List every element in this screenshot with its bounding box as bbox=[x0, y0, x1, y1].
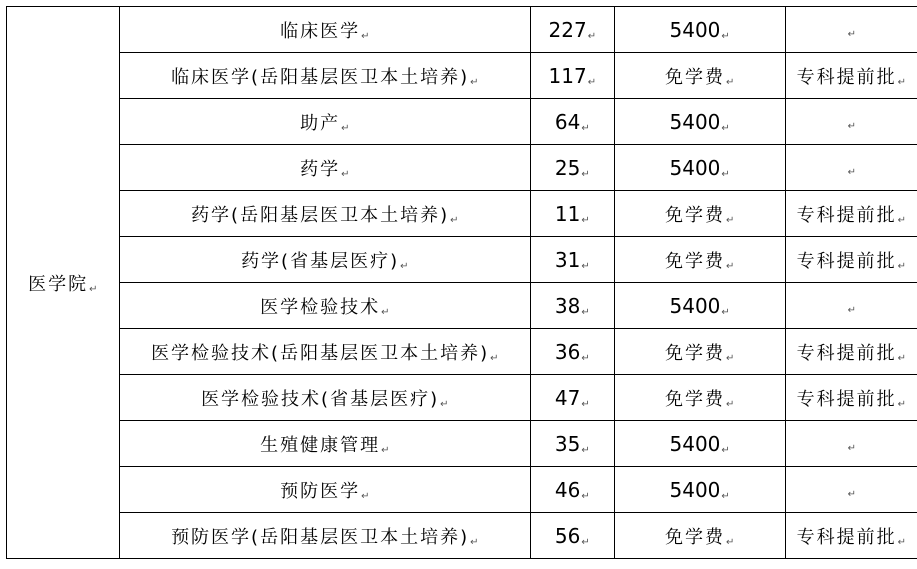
note-cell bbox=[785, 53, 917, 99]
paragraph-mark-icon: ↵ bbox=[587, 76, 597, 88]
fee-text: 免学费 bbox=[664, 204, 725, 226]
count-cell bbox=[530, 7, 614, 53]
paragraph-mark-icon: ↵ bbox=[721, 444, 730, 456]
count-cell bbox=[530, 99, 614, 145]
enrollment-table-body bbox=[7, 7, 917, 559]
note-cell bbox=[785, 191, 917, 237]
major-cell bbox=[119, 329, 530, 375]
table-row bbox=[7, 191, 917, 237]
paragraph-mark-icon: ↵ bbox=[721, 122, 730, 134]
note-text: 专科提前批 bbox=[796, 204, 897, 226]
major-cell bbox=[119, 145, 530, 191]
paragraph-mark-icon: ↵ bbox=[847, 121, 857, 132]
paragraph-mark-icon: ↵ bbox=[897, 260, 907, 272]
table-row bbox=[7, 283, 917, 329]
count-cell bbox=[530, 53, 614, 99]
table-row bbox=[7, 99, 917, 145]
paragraph-mark-icon: ↵ bbox=[897, 76, 907, 88]
paragraph-mark-icon: ↵ bbox=[581, 306, 590, 318]
fee-cell bbox=[614, 145, 785, 191]
fee-text: 5400 bbox=[669, 293, 721, 318]
note-cell bbox=[785, 375, 917, 421]
major-text: 医学检验技术 bbox=[260, 296, 381, 318]
table-row bbox=[7, 513, 917, 559]
note-text: 专科提前批 bbox=[796, 388, 897, 410]
paragraph-mark-icon: ↵ bbox=[450, 214, 459, 226]
note-text: 专科提前批 bbox=[796, 526, 897, 548]
paragraph-mark-icon: ↵ bbox=[721, 30, 730, 42]
note-cell bbox=[785, 421, 917, 467]
major-cell bbox=[119, 53, 530, 99]
fee-text: 5400 bbox=[669, 477, 721, 502]
major-text: 助产 bbox=[300, 112, 341, 134]
note-text: 专科提前批 bbox=[796, 66, 897, 88]
count-cell bbox=[530, 145, 614, 191]
fee-cell bbox=[614, 237, 785, 283]
fee-cell bbox=[614, 329, 785, 375]
paragraph-mark-icon: ↵ bbox=[587, 30, 597, 42]
major-text: 药学 bbox=[300, 158, 341, 180]
major-cell bbox=[119, 375, 530, 421]
major-text: 临床医学 bbox=[280, 20, 361, 42]
paragraph-mark-icon: ↵ bbox=[847, 167, 857, 178]
paragraph-mark-icon: ↵ bbox=[581, 444, 590, 456]
count-cell bbox=[530, 467, 614, 513]
paragraph-mark-icon: ↵ bbox=[581, 352, 590, 364]
paragraph-mark-icon: ↵ bbox=[581, 168, 590, 180]
table-row bbox=[7, 145, 917, 191]
fee-cell bbox=[614, 467, 785, 513]
table-row bbox=[7, 237, 917, 283]
table-row bbox=[7, 53, 917, 99]
count-cell bbox=[530, 283, 614, 329]
paragraph-mark-icon: ↵ bbox=[897, 214, 907, 226]
major-text: 医学检验技术(岳阳基层医卫本土培养) bbox=[151, 342, 490, 364]
note-cell bbox=[785, 145, 917, 191]
paragraph-mark-icon: ↵ bbox=[725, 214, 735, 226]
fee-text: 免学费 bbox=[664, 66, 725, 88]
paragraph-mark-icon: ↵ bbox=[581, 536, 590, 548]
count-text: 46 bbox=[554, 477, 581, 502]
table-row bbox=[7, 7, 917, 53]
major-cell bbox=[119, 513, 530, 559]
fee-text: 免学费 bbox=[664, 342, 725, 364]
paragraph-mark-icon: ↵ bbox=[581, 260, 590, 272]
count-text: 11 bbox=[554, 201, 581, 226]
count-cell bbox=[530, 237, 614, 283]
note-cell bbox=[785, 99, 917, 145]
fee-text: 5400 bbox=[669, 109, 721, 134]
paragraph-mark-icon: ↵ bbox=[381, 306, 390, 318]
count-cell bbox=[530, 421, 614, 467]
count-cell bbox=[530, 375, 614, 421]
fee-text: 免学费 bbox=[664, 526, 725, 548]
fee-cell bbox=[614, 191, 785, 237]
major-cell bbox=[119, 467, 530, 513]
paragraph-mark-icon: ↵ bbox=[725, 352, 735, 364]
count-text: 25 bbox=[554, 155, 581, 180]
paragraph-mark-icon: ↵ bbox=[847, 305, 857, 316]
count-text: 227 bbox=[548, 17, 587, 42]
fee-text: 5400 bbox=[669, 431, 721, 456]
note-cell bbox=[785, 283, 917, 329]
paragraph-mark-icon: ↵ bbox=[89, 283, 98, 295]
paragraph-mark-icon: ↵ bbox=[725, 76, 735, 88]
fee-cell bbox=[614, 513, 785, 559]
paragraph-mark-icon: ↵ bbox=[470, 76, 479, 88]
note-text: 专科提前批 bbox=[796, 342, 897, 364]
paragraph-mark-icon: ↵ bbox=[361, 490, 370, 502]
note-cell bbox=[785, 237, 917, 283]
note-text: 专科提前批 bbox=[796, 250, 897, 272]
fee-text: 5400 bbox=[669, 155, 721, 180]
count-text: 36 bbox=[554, 339, 581, 364]
paragraph-mark-icon: ↵ bbox=[341, 168, 350, 180]
paragraph-mark-icon: ↵ bbox=[381, 444, 390, 456]
fee-cell bbox=[614, 53, 785, 99]
paragraph-mark-icon: ↵ bbox=[897, 352, 907, 364]
table-row bbox=[7, 467, 917, 513]
table-row bbox=[7, 375, 917, 421]
note-cell bbox=[785, 467, 917, 513]
paragraph-mark-icon: ↵ bbox=[490, 352, 499, 364]
major-text: 生殖健康管理 bbox=[260, 434, 381, 456]
paragraph-mark-icon: ↵ bbox=[581, 490, 590, 502]
count-text: 38 bbox=[554, 293, 581, 318]
paragraph-mark-icon: ↵ bbox=[897, 536, 907, 548]
fee-text: 5400 bbox=[669, 17, 721, 42]
fee-cell bbox=[614, 7, 785, 53]
major-text: 医学检验技术(省基层医疗) bbox=[201, 388, 440, 410]
paragraph-mark-icon: ↵ bbox=[361, 30, 370, 42]
paragraph-mark-icon: ↵ bbox=[440, 398, 449, 410]
paragraph-mark-icon: ↵ bbox=[581, 398, 590, 410]
paragraph-mark-icon: ↵ bbox=[581, 122, 590, 134]
count-text: 56 bbox=[554, 523, 581, 548]
paragraph-mark-icon: ↵ bbox=[341, 122, 350, 134]
paragraph-mark-icon: ↵ bbox=[721, 490, 730, 502]
major-text: 临床医学(岳阳基层医卫本土培养) bbox=[171, 66, 470, 88]
fee-cell bbox=[614, 421, 785, 467]
table-row bbox=[7, 329, 917, 375]
count-text: 35 bbox=[554, 431, 581, 456]
major-cell bbox=[119, 283, 530, 329]
paragraph-mark-icon: ↵ bbox=[897, 398, 907, 410]
note-cell bbox=[785, 513, 917, 559]
major-cell bbox=[119, 191, 530, 237]
paragraph-mark-icon: ↵ bbox=[400, 260, 409, 272]
paragraph-mark-icon: ↵ bbox=[581, 214, 590, 226]
fee-cell bbox=[614, 99, 785, 145]
major-cell bbox=[119, 7, 530, 53]
paragraph-mark-icon: ↵ bbox=[725, 536, 735, 548]
count-text: 64 bbox=[554, 109, 581, 134]
count-text: 117 bbox=[548, 63, 587, 88]
count-cell bbox=[530, 329, 614, 375]
major-text: 预防医学 bbox=[280, 480, 361, 502]
college-cell bbox=[7, 7, 120, 559]
paragraph-mark-icon: ↵ bbox=[725, 398, 735, 410]
enrollment-table bbox=[6, 6, 917, 559]
paragraph-mark-icon: ↵ bbox=[725, 260, 735, 272]
note-cell bbox=[785, 329, 917, 375]
major-text: 药学(省基层医疗) bbox=[241, 250, 400, 272]
major-text: 药学(岳阳基层医卫本土培养) bbox=[191, 204, 450, 226]
fee-text: 免学费 bbox=[664, 388, 725, 410]
fee-cell bbox=[614, 283, 785, 329]
fee-text: 免学费 bbox=[664, 250, 725, 272]
major-cell bbox=[119, 237, 530, 283]
paragraph-mark-icon: ↵ bbox=[847, 489, 857, 500]
major-text: 预防医学(岳阳基层医卫本土培养) bbox=[171, 526, 470, 548]
paragraph-mark-icon: ↵ bbox=[470, 536, 479, 548]
count-text: 47 bbox=[554, 385, 581, 410]
note-cell bbox=[785, 7, 917, 53]
major-cell bbox=[119, 99, 530, 145]
paragraph-mark-icon: ↵ bbox=[847, 443, 857, 454]
paragraph-mark-icon: ↵ bbox=[721, 306, 730, 318]
fee-cell bbox=[614, 375, 785, 421]
major-cell bbox=[119, 421, 530, 467]
count-cell bbox=[530, 191, 614, 237]
paragraph-mark-icon: ↵ bbox=[847, 29, 857, 40]
college-name: 医学院 bbox=[28, 273, 89, 295]
paragraph-mark-icon: ↵ bbox=[721, 168, 730, 180]
table-row bbox=[7, 421, 917, 467]
count-cell bbox=[530, 513, 614, 559]
count-text: 31 bbox=[554, 247, 581, 272]
